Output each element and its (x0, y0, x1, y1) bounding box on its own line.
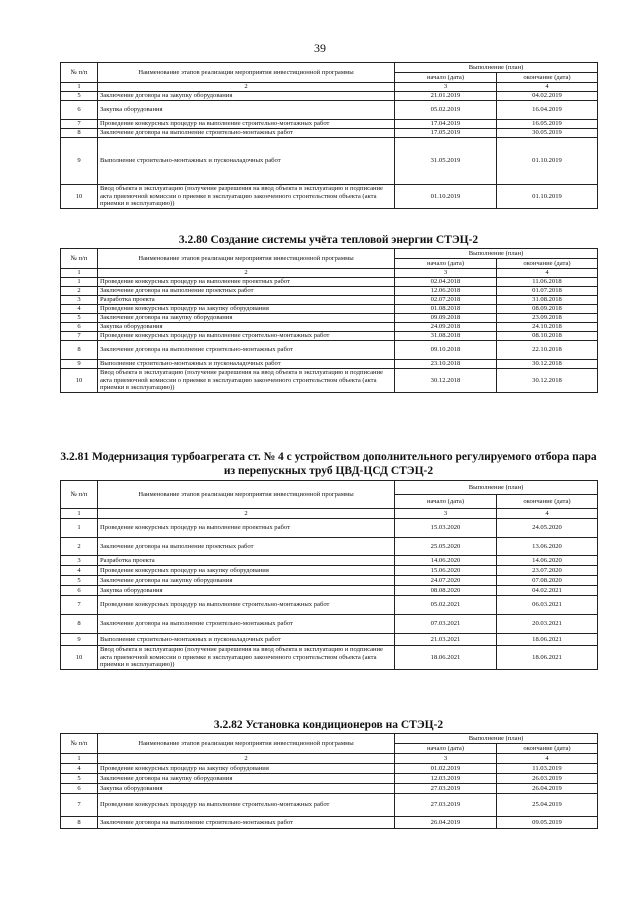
start-date: 12.06.2018 (395, 287, 497, 296)
section-title: 3.2.80 Создание системы учёта тепловой энергии СТЭЦ-2 (178, 234, 479, 246)
stage-name: Закупка оборудования (98, 586, 395, 596)
column-number: 2 (98, 509, 395, 519)
start-date: 27.03.2019 (395, 794, 497, 817)
table-row (61, 646, 598, 670)
stage-name: Проведение конкурсных процедур на закупку оборудования (98, 764, 395, 774)
table-row (61, 556, 598, 566)
page-number: 39 (314, 41, 326, 55)
table-row (61, 120, 598, 129)
start-date: 15.03.2020 (395, 519, 497, 538)
start-date: 01.02.2019 (395, 764, 497, 774)
start-date: 18.06.2021 (395, 646, 497, 670)
column-number: 1 (61, 754, 98, 764)
start-date: 12.03.2019 (395, 774, 497, 784)
start-date: 30.12.2018 (395, 369, 497, 393)
header-execution: Выполнение (план) (395, 734, 598, 744)
row-number: 5 (61, 576, 98, 586)
column-number: 3 (395, 83, 497, 92)
start-date: 05.02.2021 (395, 596, 497, 615)
start-date: 07.03.2021 (395, 615, 497, 634)
row-number: 4 (61, 305, 98, 314)
end-date: 14.06.2020 (497, 556, 598, 566)
table-row (61, 101, 598, 120)
column-number: 2 (98, 269, 395, 278)
stage-name: Проведение конкурсных процедур на закупку оборудования (98, 566, 395, 576)
row-number: 6 (61, 784, 98, 794)
header-end: окончание (дата) (497, 495, 598, 509)
table-row (61, 784, 598, 794)
row-number: 2 (61, 287, 98, 296)
row-number: 5 (61, 314, 98, 323)
table-row (61, 92, 598, 101)
table-row (61, 369, 598, 393)
stage-name: Закупка оборудования (98, 784, 395, 794)
section-title: 3.2.82 Установка кондиционеров на СТЭЦ-2 (213, 719, 444, 731)
header-num: № п/п (61, 249, 98, 269)
start-date: 17.05.2019 (395, 129, 497, 138)
end-date: 30.05.2019 (497, 129, 598, 138)
header-row (61, 481, 598, 495)
row-number: 9 (61, 360, 98, 369)
header-end: окончание (дата) (497, 259, 598, 269)
end-date: 30.12.2018 (497, 360, 598, 369)
start-date: 21.01.2019 (395, 92, 497, 101)
column-number-row (61, 269, 598, 278)
row-number: 6 (61, 586, 98, 596)
header-stage: Наименование этапов реализации мероприятия инвестиционной программы (98, 481, 395, 509)
column-number: 3 (395, 509, 497, 519)
header-start: начало (дата) (395, 744, 497, 754)
start-date: 09.10.2018 (395, 341, 497, 360)
end-date: 16.04.2019 (497, 101, 598, 120)
stages-table (60, 733, 598, 829)
stage-name: Проведение конкурсных процедур на выполнение строительно-монтажных работ (98, 596, 395, 615)
table-row (61, 129, 598, 138)
column-number-row (61, 509, 598, 519)
header-num: № п/п (61, 63, 98, 83)
row-number: 7 (61, 596, 98, 615)
row-number: 8 (61, 817, 98, 829)
start-date: 24.09.2018 (395, 323, 497, 332)
stage-name: Проведение конкурсных процедур на выполнение строительно-монтажных работ (98, 332, 395, 341)
start-date: 17.04.2019 (395, 120, 497, 129)
column-number-row (61, 83, 598, 92)
stage-name: Разработка проекта (98, 556, 395, 566)
stage-name: Ввод объекта в эксплуатацию (получение разрешения на ввод объекта в эксплуатацию и подписание акта приемочной комиссии о приемке в эксплуатацию законченного строительством объекта (акта приемки в эксплуатацию)) (98, 646, 395, 670)
row-number: 9 (61, 138, 98, 185)
stage-name: Заключение договора на выполнение проектных работ (98, 287, 395, 296)
column-number: 1 (61, 509, 98, 519)
end-date: 08.09.2018 (497, 305, 598, 314)
stage-name: Ввод объекта в эксплуатацию (получение разрешения на ввод объекта в эксплуатацию и подписание акта приемочной комиссии о приемке в эксплуатацию законченного строительством объекта (акта приемки в эксплуатацию)) (98, 185, 395, 209)
header-start: начало (дата) (395, 259, 497, 269)
table-row (61, 764, 598, 774)
section-title: 3.2.81 Модернизация турбоагрегата ст. № 4 с устройством дополнительного регулируемого отбора пара из перепускных труб ЦВД-ЦСД СТЭЦ-2 (60, 451, 597, 477)
row-number: 6 (61, 323, 98, 332)
table-row (61, 323, 598, 332)
stages-table (60, 62, 598, 209)
table-row (61, 332, 598, 341)
end-date: 04.02.2019 (497, 92, 598, 101)
end-date: 25.04.2019 (497, 794, 598, 817)
stage-name: Заключение договора на выполнение строительно-монтажных работ (98, 615, 395, 634)
row-number: 10 (61, 369, 98, 393)
end-date: 11.03.2019 (497, 764, 598, 774)
end-date: 30.12.2018 (497, 369, 598, 393)
column-number: 1 (61, 269, 98, 278)
end-date: 24.10.2018 (497, 323, 598, 332)
row-number: 7 (61, 332, 98, 341)
end-date: 13.06.2020 (497, 538, 598, 556)
stage-name: Закупка оборудования (98, 323, 395, 332)
row-number: 5 (61, 774, 98, 784)
end-date: 31.08.2018 (497, 296, 598, 305)
column-number-row (61, 754, 598, 764)
column-number: 4 (497, 754, 598, 764)
end-date: 07.08.2020 (497, 576, 598, 586)
table-row (61, 774, 598, 784)
row-number: 4 (61, 566, 98, 576)
row-number: 2 (61, 538, 98, 556)
header-execution: Выполнение (план) (395, 249, 598, 259)
end-date: 04.02.2021 (497, 586, 598, 596)
row-number: 10 (61, 185, 98, 209)
stage-name: Заключение договора на выполнение строительно-монтажных работ (98, 129, 395, 138)
header-row (61, 734, 598, 744)
header-stage: Наименование этапов реализации мероприятия инвестиционной программы (98, 63, 395, 83)
row-number: 10 (61, 646, 98, 670)
header-num: № п/п (61, 734, 98, 754)
start-date: 26.04.2019 (395, 817, 497, 829)
stage-name: Выполнение строительно-монтажных и пусконаладочных работ (98, 138, 395, 185)
table-row (61, 634, 598, 646)
end-date: 16.05.2019 (497, 120, 598, 129)
start-date: 25.05.2020 (395, 538, 497, 556)
stage-name: Заключение договора на закупку оборудования (98, 92, 395, 101)
end-date: 23.07.2020 (497, 566, 598, 576)
stage-name: Заключение договора на выполнение строительно-монтажных работ (98, 341, 395, 360)
column-number: 4 (497, 269, 598, 278)
stage-name: Проведение конкурсных процедур на выполнение проектных работ (98, 519, 395, 538)
table-row (61, 519, 598, 538)
end-date: 01.07.2018 (497, 287, 598, 296)
header-num: № п/п (61, 481, 98, 509)
start-date: 31.05.2019 (395, 138, 497, 185)
stage-name: Ввод объекта в эксплуатацию (получение разрешения на ввод объекта в эксплуатацию и подписание акта приемочной комиссии о приемке в эксплуатацию законченного строительством объекта (акта приемки в эксплуатацию)) (98, 369, 395, 393)
end-date: 06.03.2021 (497, 596, 598, 615)
column-number: 1 (61, 83, 98, 92)
end-date: 01.10.2019 (497, 138, 598, 185)
end-date: 26.03.2019 (497, 774, 598, 784)
start-date: 01.10.2019 (395, 185, 497, 209)
stage-name: Проведение конкурсных процедур на выполнение проектных работ (98, 278, 395, 287)
table-row (61, 615, 598, 634)
column-number: 2 (98, 83, 395, 92)
table-row (61, 794, 598, 817)
table-row (61, 596, 598, 615)
start-date: 08.08.2020 (395, 586, 497, 596)
stage-name: Проведение конкурсных процедур на закупку оборудования (98, 305, 395, 314)
stage-name: Заключение договора на выполнение проектных работ (98, 538, 395, 556)
stage-name: Проведение конкурсных процедур на выполнение строительно-монтажных работ (98, 120, 395, 129)
stage-name: Закупка оборудования (98, 101, 395, 120)
row-number: 1 (61, 278, 98, 287)
table-row (61, 185, 598, 209)
start-date: 05.02.2019 (395, 101, 497, 120)
table-row (61, 314, 598, 323)
stage-name: Проведение конкурсных процедур на выполнение строительно-монтажных работ (98, 794, 395, 817)
column-number: 2 (98, 754, 395, 764)
header-end: окончание (дата) (497, 73, 598, 83)
header-stage: Наименование этапов реализации мероприятия инвестиционной программы (98, 249, 395, 269)
end-date: 24.05.2020 (497, 519, 598, 538)
start-date: 31.08.2018 (395, 332, 497, 341)
start-date: 21.03.2021 (395, 634, 497, 646)
row-number: 6 (61, 101, 98, 120)
start-date: 02.07.2018 (395, 296, 497, 305)
stage-name: Выполнение строительно-монтажных и пусконаладочных работ (98, 360, 395, 369)
table-row (61, 360, 598, 369)
stages-table (60, 248, 598, 393)
stage-name: Разработка проекта (98, 296, 395, 305)
stages-table (60, 480, 598, 670)
row-number: 7 (61, 794, 98, 817)
row-number: 8 (61, 341, 98, 360)
row-number: 7 (61, 120, 98, 129)
start-date: 14.06.2020 (395, 556, 497, 566)
column-number: 4 (497, 83, 598, 92)
row-number: 5 (61, 92, 98, 101)
header-end: окончание (дата) (497, 744, 598, 754)
stage-name: Заключение договора на закупку оборудования (98, 576, 395, 586)
end-date: 11.06.2018 (497, 278, 598, 287)
row-number: 1 (61, 519, 98, 538)
header-execution: Выполнение (план) (395, 481, 598, 495)
header-start: начало (дата) (395, 73, 497, 83)
table-row (61, 538, 598, 556)
table-row (61, 296, 598, 305)
column-number: 3 (395, 754, 497, 764)
header-row (61, 249, 598, 259)
end-date: 18.06.2021 (497, 634, 598, 646)
end-date: 22.10.2018 (497, 341, 598, 360)
table-row (61, 278, 598, 287)
row-number: 4 (61, 764, 98, 774)
row-number: 9 (61, 634, 98, 646)
column-number: 4 (497, 509, 598, 519)
start-date: 02.04.2018 (395, 278, 497, 287)
stage-name: Заключение договора на закупку оборудования (98, 774, 395, 784)
start-date: 15.06.2020 (395, 566, 497, 576)
column-number: 3 (395, 269, 497, 278)
table-row (61, 576, 598, 586)
end-date: 01.10.2019 (497, 185, 598, 209)
table-row (61, 586, 598, 596)
header-stage: Наименование этапов реализации мероприятия инвестиционной программы (98, 734, 395, 754)
end-date: 18.06.2021 (497, 646, 598, 670)
start-date: 09.09.2018 (395, 314, 497, 323)
header-execution: Выполнение (план) (395, 63, 598, 73)
table-row (61, 287, 598, 296)
row-number: 8 (61, 129, 98, 138)
row-number: 3 (61, 296, 98, 305)
table-row (61, 305, 598, 314)
table-row (61, 341, 598, 360)
table-row (61, 138, 598, 185)
header-start: начало (дата) (395, 495, 497, 509)
stage-name: Заключение договора на закупку оборудования (98, 314, 395, 323)
table-row (61, 566, 598, 576)
stage-name: Выполнение строительно-монтажных и пусконаладочных работ (98, 634, 395, 646)
end-date: 26.04.2019 (497, 784, 598, 794)
table-row (61, 817, 598, 829)
end-date: 08.10.2018 (497, 332, 598, 341)
header-row (61, 63, 598, 73)
row-number: 8 (61, 615, 98, 634)
start-date: 24.07.2020 (395, 576, 497, 586)
start-date: 27.03.2019 (395, 784, 497, 794)
end-date: 23.09.2018 (497, 314, 598, 323)
end-date: 20.03.2021 (497, 615, 598, 634)
start-date: 23.10.2018 (395, 360, 497, 369)
end-date: 09.05.2019 (497, 817, 598, 829)
start-date: 01.08.2018 (395, 305, 497, 314)
row-number: 3 (61, 556, 98, 566)
stage-name: Заключение договора на выполнение строительно-монтажных работ (98, 817, 395, 829)
